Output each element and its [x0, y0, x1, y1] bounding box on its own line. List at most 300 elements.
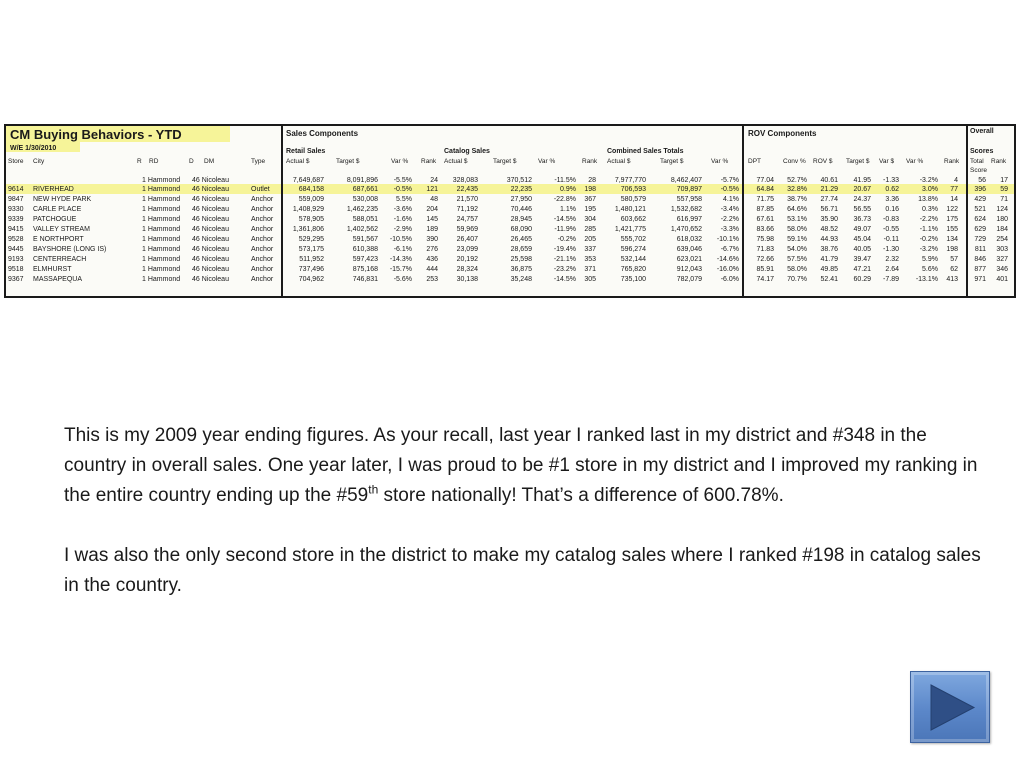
- cell-overall-rank: 180: [996, 216, 1008, 223]
- cell-catalog-target: 35,248: [510, 276, 532, 283]
- cell-dm: 46 Nicoleau: [192, 276, 229, 283]
- cell-dpt: 85.91: [756, 266, 774, 273]
- paragraph-ranking: [64, 421, 984, 511]
- cell-retail-var: -15.7%: [389, 266, 412, 273]
- col-type: Type: [251, 158, 266, 165]
- cell-retail-var: -0.5%: [393, 186, 412, 193]
- cell-type: Anchor: [251, 216, 274, 223]
- cell-rov-rank: 134: [946, 236, 958, 243]
- table-row: [6, 215, 1014, 225]
- cell-retail-rank: 24: [430, 177, 438, 184]
- col-overall-rank: Rank: [991, 158, 1007, 165]
- cell-catalog-target: 36,875: [510, 266, 532, 273]
- cell-rov-target: 36.73: [853, 216, 871, 223]
- cell-catalog-var: 1.1%: [560, 206, 576, 213]
- cell-rov-var-dollar: 3.36: [885, 196, 899, 203]
- cell-catalog-target: 27,950: [510, 196, 532, 203]
- cell-catalog-target: 70,446: [510, 206, 532, 213]
- cell-overall-rank: 71: [1000, 196, 1008, 203]
- cell-conv: 70.7%: [787, 276, 807, 283]
- combined-sales-header: Combined Sales Totals: [607, 148, 684, 155]
- cell-combined-target: 557,958: [676, 196, 702, 203]
- cell-catalog-actual: 28,324: [456, 266, 478, 273]
- cell-catalog-rank: 337: [584, 246, 596, 253]
- col-store: Store: [8, 158, 24, 165]
- cell-catalog-var: 0.9%: [560, 186, 576, 193]
- cell-type: Anchor: [251, 276, 274, 283]
- cell-dm: 46 Nicoleau: [192, 177, 229, 184]
- cell-store: 9339: [8, 216, 24, 223]
- cell-rov-var-dollar: -0.11: [883, 236, 899, 243]
- cell-combined-actual: 1,421,775: [614, 226, 646, 233]
- cell-type: Anchor: [251, 206, 274, 213]
- cell-retail-target: 1,402,562: [346, 226, 378, 233]
- cell-conv: 53.1%: [787, 216, 807, 223]
- sales-report-image: [4, 124, 1016, 298]
- cell-retail-var: 5.5%: [396, 196, 412, 203]
- cell-conv: 58.0%: [787, 266, 807, 273]
- cell-catalog-actual: 21,570: [456, 196, 478, 203]
- cell-retail-actual: 1,408,929: [292, 206, 324, 213]
- col-city: City: [33, 158, 45, 165]
- cell-dm: 46 Nicoleau: [192, 236, 229, 243]
- cell-rd: 1 Hammond: [142, 236, 181, 243]
- cell-catalog-target: 370,512: [506, 177, 532, 184]
- cell-rd: 1 Hammond: [142, 276, 181, 283]
- cell-catalog-var: -11.9%: [554, 226, 576, 233]
- cell-store: 9518: [8, 266, 24, 273]
- ordinal-suffix: th: [368, 482, 379, 497]
- cell-rov-target: 41.95: [853, 177, 871, 184]
- cell-rov-rank: 198: [946, 246, 958, 253]
- cell-retail-actual: 578,905: [298, 216, 324, 223]
- cell-catalog-actual: 71,192: [456, 206, 478, 213]
- col-rd: RD: [149, 158, 159, 165]
- cell-catalog-var: -0.2%: [557, 236, 576, 243]
- cell-rd: 1 Hammond: [142, 206, 181, 213]
- table-row: [6, 185, 1014, 195]
- cell-retail-target: 746,831: [352, 276, 378, 283]
- cell-catalog-rank: 367: [584, 196, 596, 203]
- cell-overall-rank: 124: [996, 206, 1008, 213]
- cell-rov-rank: 413: [946, 276, 958, 283]
- cell-rov-var-dollar: -7.89: [883, 276, 899, 283]
- cell-catalog-target: 26,465: [510, 236, 532, 243]
- col-catalog-rank: Rank: [582, 158, 598, 165]
- col-retail-var: Var %: [391, 158, 409, 165]
- next-slide-button[interactable]: [910, 671, 990, 743]
- cell-city: PATCHOGUE: [33, 216, 77, 223]
- col-rov: ROV $: [813, 158, 833, 165]
- cell-rov-target: 24.37: [853, 196, 871, 203]
- cell-total-score: 877: [974, 266, 986, 273]
- cell-rov-var-dollar: -1.30: [883, 246, 899, 253]
- cell-rov: 27.74: [820, 196, 838, 203]
- cell-city: BAYSHORE (LONG IS): [33, 246, 107, 253]
- cell-dpt: 64.84: [756, 186, 774, 193]
- cell-overall-rank: 401: [996, 276, 1008, 283]
- cell-total-score: 846: [974, 256, 986, 263]
- cell-city: CARLE PLACE: [33, 206, 82, 213]
- cell-dpt: 75.98: [756, 236, 774, 243]
- paragraph-catalog: I was also the only second store in the district to make my catalog sales where I ranked #198 in catalog sales in the country.: [64, 545, 981, 596]
- cell-conv: 52.7%: [787, 177, 807, 184]
- cell-total-score: 624: [974, 216, 986, 223]
- cell-rov-var-dollar: -0.83: [883, 216, 899, 223]
- cell-catalog-actual: 23,099: [456, 246, 478, 253]
- cell-combined-actual: 765,820: [620, 266, 646, 273]
- cell-overall-rank: 59: [1000, 186, 1008, 193]
- cell-total-score: 629: [974, 226, 986, 233]
- cell-dpt: 72.66: [756, 256, 774, 263]
- col-combined-target: Target $: [660, 158, 684, 165]
- cell-combined-target: 912,043: [676, 266, 702, 273]
- cell-combined-target: 623,021: [676, 256, 702, 263]
- cell-rov-rank: 122: [946, 206, 958, 213]
- cell-catalog-actual: 20,192: [456, 256, 478, 263]
- cell-total-score: 729: [974, 236, 986, 243]
- cell-conv: 38.7%: [787, 196, 807, 203]
- col-catalog-actual: Actual $: [444, 158, 468, 165]
- cell-store: 9367: [8, 276, 24, 283]
- cell-retail-rank: 436: [426, 256, 438, 263]
- cell-catalog-target: 22,235: [510, 186, 532, 193]
- col-total: Total: [970, 158, 984, 165]
- cell-retail-actual: 511,952: [299, 256, 324, 263]
- cell-city: NEW HYDE PARK: [33, 196, 92, 203]
- cell-type: Anchor: [251, 196, 274, 203]
- col-catalog-var: Var %: [538, 158, 556, 165]
- cell-combined-actual: 735,100: [620, 276, 646, 283]
- cell-catalog-var: -19.4%: [553, 246, 576, 253]
- cell-rov-rank: 175: [946, 216, 958, 223]
- cell-retail-actual: 1,361,806: [292, 226, 324, 233]
- cell-catalog-var: -14.5%: [553, 216, 576, 223]
- cell-retail-rank: 189: [426, 226, 438, 233]
- cell-combined-var: -5.7%: [720, 177, 739, 184]
- cell-total-score: 811: [974, 246, 986, 253]
- col-rov-var-dollar: Var $: [879, 158, 895, 165]
- cell-rov-target: 39.47: [853, 256, 871, 263]
- cell-retail-actual: 573,175: [298, 246, 324, 253]
- cell-city: E NORTHPORT: [33, 236, 84, 243]
- col-retail-actual: Actual $: [286, 158, 310, 165]
- cell-catalog-rank: 371: [584, 266, 596, 273]
- cell-dm: 46 Nicoleau: [192, 246, 229, 253]
- cell-rov-var-pct: 13.8%: [918, 196, 938, 203]
- cell-retail-actual: 737,496: [298, 266, 324, 273]
- paragraph-ranking-text: This is my 2009 year ending figures. As your recall, last year I ranked last in my district and #348 in the country in overall sales. One year later, I was proud to be #1 store in my district and I improved my ranking in the entire country ending up the #59: [64, 425, 978, 506]
- cell-combined-target: 618,032: [676, 236, 702, 243]
- col-d: D: [189, 158, 194, 165]
- cell-store: 9330: [8, 206, 24, 213]
- cell-rov-var-pct: 5.6%: [922, 266, 938, 273]
- cell-combined-actual: 603,662: [620, 216, 646, 223]
- cell-overall-rank: 254: [996, 236, 1008, 243]
- cell-overall-rank: 303: [996, 246, 1008, 253]
- cell-catalog-var: -23.2%: [553, 266, 576, 273]
- cell-rov-var-dollar: -0.55: [883, 226, 899, 233]
- cell-catalog-actual: 24,757: [456, 216, 478, 223]
- cell-dm: 46 Nicoleau: [192, 266, 229, 273]
- cell-combined-target: 1,470,652: [670, 226, 702, 233]
- cell-rov: 41.79: [820, 256, 838, 263]
- cell-combined-var: 4.1%: [723, 196, 739, 203]
- report-title: CM Buying Behaviors - YTD: [10, 127, 182, 142]
- cell-rov: 48.52: [820, 226, 838, 233]
- cell-retail-actual: 684,158: [298, 186, 324, 193]
- cell-catalog-actual: 22,435: [456, 186, 478, 193]
- cell-rov-target: 45.04: [853, 236, 871, 243]
- cell-catalog-rank: 195: [584, 206, 596, 213]
- cell-rov-target: 56.55: [853, 206, 871, 213]
- cell-catalog-rank: 198: [584, 186, 596, 193]
- cell-combined-target: 709,897: [676, 186, 702, 193]
- col-conv: Conv %: [783, 158, 806, 165]
- cell-combined-target: 1,532,682: [670, 206, 702, 213]
- cell-retail-target: 8,091,896: [346, 177, 378, 184]
- cell-combined-var: -14.6%: [716, 256, 739, 263]
- cell-dm: 46 Nicoleau: [192, 256, 229, 263]
- cell-city: VALLEY STREAM: [33, 226, 90, 233]
- body-text: [64, 421, 984, 601]
- cell-store: 9847: [8, 196, 24, 203]
- cell-combined-var: -6.7%: [720, 246, 739, 253]
- cell-rov-var-pct: -3.2%: [919, 177, 938, 184]
- cell-rov-var-pct: 3.0%: [922, 186, 938, 193]
- cell-rov-target: 60.29: [853, 276, 871, 283]
- cell-catalog-rank: 285: [584, 226, 596, 233]
- cell-rov-rank: 14: [950, 196, 958, 203]
- cell-rov: 35.90: [820, 216, 838, 223]
- cell-rov: 40.61: [820, 177, 838, 184]
- cell-catalog-rank: 205: [584, 236, 596, 243]
- cell-retail-rank: 390: [426, 236, 438, 243]
- cell-catalog-rank: 353: [584, 256, 596, 263]
- cell-combined-actual: 580,579: [620, 196, 646, 203]
- table-row: [6, 235, 1014, 245]
- cell-rov-var-pct: -13.1%: [915, 276, 938, 283]
- cell-dpt: 83.66: [756, 226, 774, 233]
- week-ending-date: W/E 1/30/2010: [10, 145, 57, 152]
- cell-combined-actual: 555,702: [620, 236, 646, 243]
- cell-retail-rank: 276: [426, 246, 438, 253]
- cell-total-score: 56: [978, 177, 986, 184]
- col-combined-var: Var %: [711, 158, 729, 165]
- cell-retail-var: -14.3%: [389, 256, 412, 263]
- cell-rov-var-dollar: -1.33: [883, 177, 899, 184]
- cell-rov-var-dollar: 0.16: [885, 206, 899, 213]
- cell-combined-actual: 532,144: [620, 256, 646, 263]
- cell-rov-rank: 77: [950, 186, 958, 193]
- cell-dm: 46 Nicoleau: [192, 226, 229, 233]
- col-retail-target: Target $: [336, 158, 360, 165]
- cell-type: Outlet: [251, 186, 270, 193]
- cell-retail-var: -3.6%: [393, 206, 412, 213]
- cell-dpt: 74.17: [756, 276, 774, 283]
- table-row: [6, 245, 1014, 255]
- cell-conv: 54.0%: [787, 246, 807, 253]
- cell-catalog-rank: 305: [584, 276, 596, 283]
- table-row: [6, 195, 1014, 205]
- cell-city: ELMHURST: [33, 266, 72, 273]
- cell-retail-target: 610,388: [352, 246, 378, 253]
- cell-rov-rank: 57: [950, 256, 958, 263]
- cell-overall-rank: 327: [996, 256, 1008, 263]
- col-total-score: Score: [970, 167, 987, 174]
- cell-combined-actual: 7,977,770: [614, 177, 646, 184]
- cell-type: Anchor: [251, 226, 274, 233]
- cell-type: Anchor: [251, 246, 274, 253]
- cell-retail-target: 1,462,235: [346, 206, 378, 213]
- table-row: [6, 275, 1014, 285]
- cell-combined-actual: 706,593: [620, 186, 646, 193]
- cell-rov: 49.85: [820, 266, 838, 273]
- catalog-sales-header: Catalog Sales: [444, 148, 490, 155]
- table-row: [6, 255, 1014, 265]
- cell-catalog-target: 25,598: [510, 256, 532, 263]
- cell-catalog-target: 68,090: [510, 226, 532, 233]
- cell-rov-rank: 4: [954, 177, 958, 184]
- cell-rov: 38.76: [820, 246, 838, 253]
- cell-retail-var: -1.6%: [393, 216, 412, 223]
- cell-rov: 56.71: [820, 206, 838, 213]
- cell-retail-rank: 204: [426, 206, 438, 213]
- cell-combined-target: 8,462,407: [670, 177, 702, 184]
- cell-combined-var: -0.5%: [720, 186, 739, 193]
- rov-components-header: ROV Components: [748, 129, 817, 138]
- cell-catalog-rank: 304: [584, 216, 596, 223]
- cell-catalog-actual: 59,969: [456, 226, 478, 233]
- cell-retail-target: 591,567: [352, 236, 378, 243]
- cell-combined-actual: 1,480,121: [614, 206, 646, 213]
- cell-rov-rank: 155: [946, 226, 958, 233]
- cell-type: Anchor: [251, 236, 274, 243]
- cell-rd: 1 Hammond: [142, 246, 181, 253]
- cell-conv: 32.8%: [787, 186, 807, 193]
- cell-dpt: 67.61: [756, 216, 774, 223]
- cell-rov-var-pct: -1.1%: [919, 226, 938, 233]
- cell-rov-var-pct: -0.2%: [919, 236, 938, 243]
- cell-rov-target: 49.07: [853, 226, 871, 233]
- cell-dm: 46 Nicoleau: [192, 196, 229, 203]
- cell-combined-var: -16.0%: [716, 266, 739, 273]
- cell-retail-target: 597,423: [352, 256, 378, 263]
- cell-overall-rank: 184: [996, 226, 1008, 233]
- cell-rov-target: 20.67: [853, 186, 871, 193]
- cell-rd: 1 Hammond: [142, 177, 181, 184]
- cell-dm: 46 Nicoleau: [192, 206, 229, 213]
- sales-components-header: Sales Components: [286, 129, 359, 138]
- col-rov-rank: Rank: [944, 158, 960, 165]
- cell-retail-var: -2.9%: [393, 226, 412, 233]
- cell-catalog-var: -22.8%: [553, 196, 576, 203]
- col-combined-actual: Actual $: [607, 158, 631, 165]
- cell-city: CENTERREACH: [33, 256, 87, 263]
- cell-rd: 1 Hammond: [142, 256, 181, 263]
- cell-rov: 52.41: [820, 276, 838, 283]
- col-rov-var-pct: Var %: [906, 158, 924, 165]
- cell-catalog-actual: 26,407: [456, 236, 478, 243]
- col-r: R: [137, 158, 142, 165]
- cell-retail-rank: 444: [426, 266, 438, 273]
- cell-store: 9445: [8, 246, 24, 253]
- cell-rd: 1 Hammond: [142, 186, 181, 193]
- cell-retail-target: 687,661: [352, 186, 378, 193]
- cell-overall-rank: 346: [996, 266, 1008, 273]
- scores-header: Scores: [970, 148, 994, 155]
- cell-rd: 1 Hammond: [142, 266, 181, 273]
- cell-dpt: 77.04: [756, 177, 774, 184]
- cell-rov-var-pct: 0.3%: [922, 206, 938, 213]
- cell-retail-var: -6.1%: [393, 246, 412, 253]
- cell-retail-rank: 48: [430, 196, 438, 203]
- cell-rov-var-pct: -3.2%: [919, 246, 938, 253]
- cell-total-score: 396: [974, 186, 986, 193]
- cell-dm: 46 Nicoleau: [192, 216, 229, 223]
- cell-rd: 1 Hammond: [142, 216, 181, 223]
- cell-total-score: 971: [974, 276, 986, 283]
- cell-total-score: 521: [974, 206, 986, 213]
- col-dpt: DPT: [748, 158, 761, 165]
- cell-rov-rank: 62: [950, 266, 958, 273]
- table-row: [6, 265, 1014, 275]
- cell-rd: 1 Hammond: [142, 226, 181, 233]
- cell-catalog-actual: 30,138: [456, 276, 478, 283]
- cell-combined-target: 616,997: [676, 216, 702, 223]
- col-catalog-target: Target $: [493, 158, 517, 165]
- cell-store: 9528: [8, 236, 24, 243]
- cell-combined-target: 782,079: [676, 276, 702, 283]
- cell-retail-var: -10.5%: [389, 236, 412, 243]
- cell-catalog-actual: 328,083: [452, 177, 478, 184]
- cell-combined-var: -3.3%: [720, 226, 739, 233]
- cell-store: 9193: [8, 256, 24, 263]
- cell-retail-actual: 704,962: [298, 276, 324, 283]
- cell-retail-var: -5.6%: [393, 276, 412, 283]
- cell-type: Anchor: [251, 256, 274, 263]
- cell-rov-var-dollar: 2.64: [885, 266, 899, 273]
- paragraph-ranking-text-end: store nationally! That’s a difference of 600.78%.: [378, 485, 784, 506]
- cell-catalog-var: -21.1%: [553, 256, 576, 263]
- cell-dpt: 71.83: [756, 246, 774, 253]
- cell-retail-target: 875,168: [352, 266, 378, 273]
- col-dm: DM: [204, 158, 215, 165]
- retail-sales-header: Retail Sales: [286, 148, 326, 155]
- cell-dpt: 71.75: [756, 196, 774, 203]
- cell-retail-rank: 145: [426, 216, 438, 223]
- cell-store: 9415: [8, 226, 24, 233]
- cell-dm: 46 Nicoleau: [192, 186, 229, 193]
- cell-retail-rank: 253: [426, 276, 438, 283]
- cell-combined-var: -6.0%: [720, 276, 739, 283]
- cell-retail-rank: 121: [426, 186, 438, 193]
- cell-combined-actual: 596,274: [620, 246, 646, 253]
- cell-retail-actual: 7,649,687: [292, 177, 324, 184]
- cell-total-score: 429: [974, 196, 986, 203]
- cell-conv: 59.1%: [787, 236, 807, 243]
- cell-city: MASSAPEQUA: [33, 276, 83, 283]
- cell-rov-target: 40.05: [853, 246, 871, 253]
- cell-rov: 44.93: [820, 236, 838, 243]
- cell-rov-target: 47.21: [853, 266, 871, 273]
- cell-type: Anchor: [251, 266, 274, 273]
- cell-retail-var: -5.5%: [393, 177, 412, 184]
- cell-catalog-var: -11.5%: [554, 177, 576, 184]
- table-row: [6, 205, 1014, 215]
- cell-rov-var-pct: -2.2%: [919, 216, 938, 223]
- cell-retail-actual: 559,009: [298, 196, 324, 203]
